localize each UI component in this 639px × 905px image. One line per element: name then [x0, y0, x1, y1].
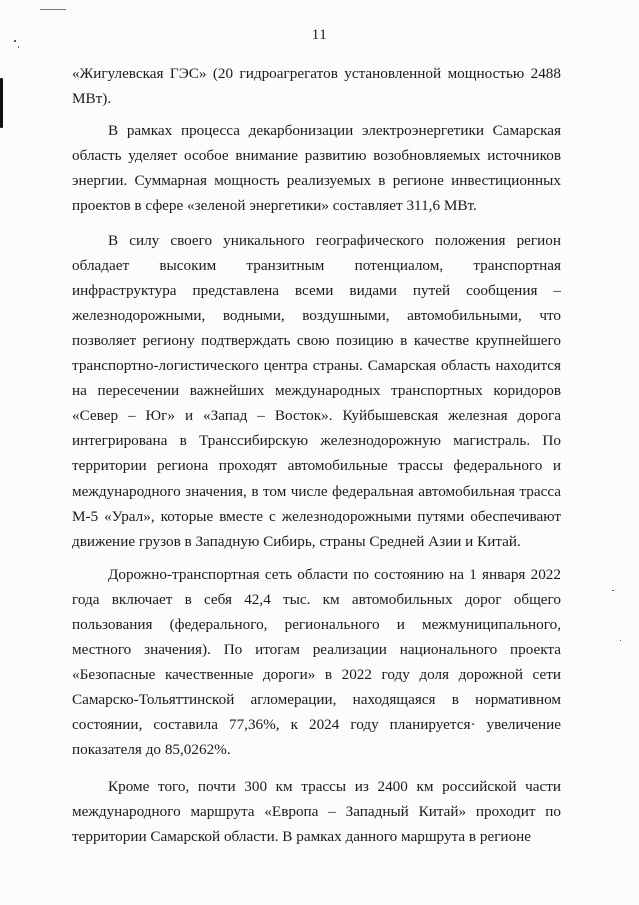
paragraph-road-network: Дорожно-транспортная сеть области по состоянию на 1 января 2022 года включает в себя 42,4 тыс. км автомобильных дорог общего пользования (федерального, регионального и межмуниципального, местного значения). По итогам реализации национального проекта «Безопасные качественные дороги» в 2022 году доля дорожной сети Самарско-Тольяттинской агломерации, находящаяся в нормативном состоянии, составила 77,36%, к 2024 году планируется· увеличение показателя до 85,0262%.	[72, 565, 561, 759]
scan-artifact-dot	[18, 46, 19, 48]
paragraph-transit: В силу своего уникального географического положения регион обладает высоким транзитным потенциалом, транспортная инфраструктура представлена всеми видами путей сообщения – железнодорожными, водными, воздушными, автомобильными, что позволяет региону подтверждать свою позицию в качестве крупнейшего транспортно-логистического центра страны. Самарская область находится на пересечении важнейших международных транспортных коридоров «Север – Юг» и «Запад – Восток». Куйбышевская железная дорога интегрирована в Транссибирскую железнодорожную магистраль. По территории региона проходят автомобильные трассы федерального и международного значения, в том числе федеральная автомобильная трасса М-5 «Урал», которые вместе с железнодорожными путями обеспечивают движение грузов в Западную Сибирь, страны Средней Азии и Китай.	[72, 231, 561, 550]
paragraph-europe-china-route: Кроме того, почти 300 км трассы из 2400 км российской части международного маршрута «Европа – Западный Китай» проходит по территории Самарской области. В рамках данного маршрута в регионе	[72, 777, 561, 845]
scan-artifact-line	[40, 9, 66, 10]
scan-artifact-edge	[0, 78, 3, 128]
scan-artifact-dot	[620, 640, 621, 641]
paragraph-decarbonization: В рамках процесса декарбонизации электроэнергетики Самарская область уделяет особое внимание развитию возобновляемых источников энергии. Суммарная мощность реализуемых в регионе инвестиционных проектов в сфере «зеленой энергетики» составляет 311,6 МВт.	[72, 122, 561, 215]
document-body	[72, 61, 561, 849]
paragraph-continuation: «Жигулевская ГЭС» (20 гидроагрегатов установленной мощностью 2488 МВт).	[72, 65, 561, 108]
scan-artifact-dot	[612, 590, 614, 591]
page-number: 11	[311, 27, 328, 43]
